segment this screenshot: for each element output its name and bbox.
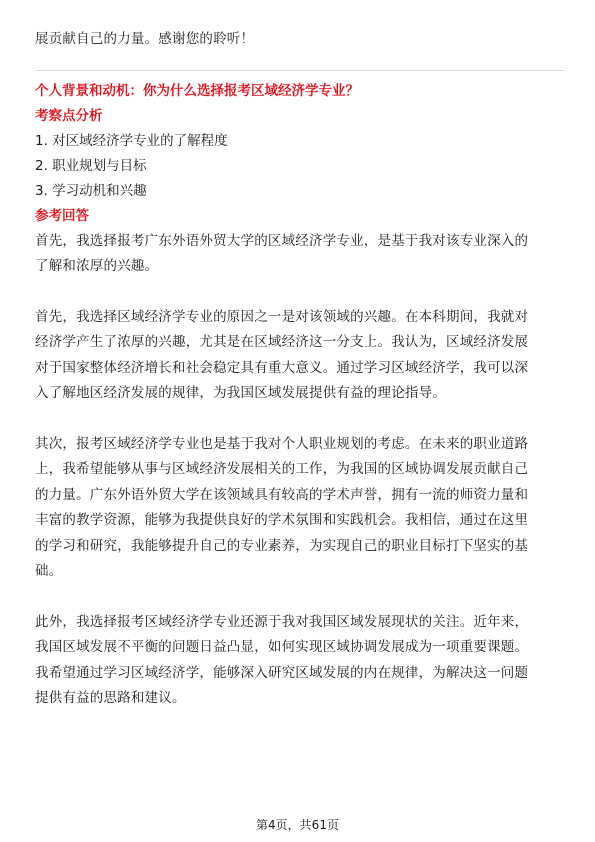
section-divider	[35, 70, 565, 71]
analysis-item-1: 1. 对区域经济学专业的了解程度	[35, 132, 228, 149]
analysis-item-2: 2. 职业规划与目标	[35, 157, 147, 174]
page-content	[35, 27, 565, 712]
question-title: 个人背景和动机：你为什么选择报考区域经济学专业？	[35, 82, 359, 99]
analysis-heading: 考察点分析	[35, 107, 103, 124]
answer-paragraph-2: 首先，我选择区域经济学专业的原因之一是对该领域的兴趣。在本科期间，我就对 经济学产生了浓厚的兴趣，尤其是在区域经济这一分支上。我认为，区域经济发展 对于国家整体经济增长和社会稳定具有重大意义。通过学习区域经济学，我可以深 入了解地区经济发展的规律，为我国区域发展提供有益的理论指导。	[35, 308, 529, 401]
intro-line: 展贡献自己的力量。感谢您的聆听！	[35, 31, 255, 47]
page-footer: 第4页，共61页	[256, 818, 339, 832]
answer-paragraph-4: 此外，我选择报考区域经济学专业还源于我对我国区域发展现状的关注。近年来， 我国区域发展不平衡的问题日益凸显，如何实现区域协调发展成为一项重要课题。 我希望通过学习区域经济学，能够深入研究区域发展的内在规律，为解决这一问题 提供有益的思路和建议。	[35, 613, 529, 706]
answer-paragraph-3: 其次，报考区域经济学专业也是基于我对个人职业规划的考虑。在未来的职业道路 上，我希望能够从事与区域经济发展相关的工作，为我国的区域协调发展贡献自己 的力量。广东外语外贸大学在该领域具有较高的学术声誉，拥有一流的师资力量和 丰富的教学资源，能够为我提供良好的学术氛围和实践机会。我相信，通过在这里 的学习和研究，我能够提升自己的专业素养，为实现自己的职业目标打下坚实的基 础。	[35, 435, 529, 579]
paragraph-gap	[35, 585, 565, 610]
paragraph-gap	[35, 407, 565, 432]
answer-heading: 参考回答	[35, 207, 89, 224]
analysis-item-3: 3. 学习动机和兴趣	[35, 182, 147, 199]
answer-paragraph-1: 首先，我选择报考广东外语外贸大学的区域经济学专业，是基于我对该专业深入的 了解和浓厚的兴趣。	[35, 232, 529, 274]
paragraph-gap	[35, 280, 565, 305]
